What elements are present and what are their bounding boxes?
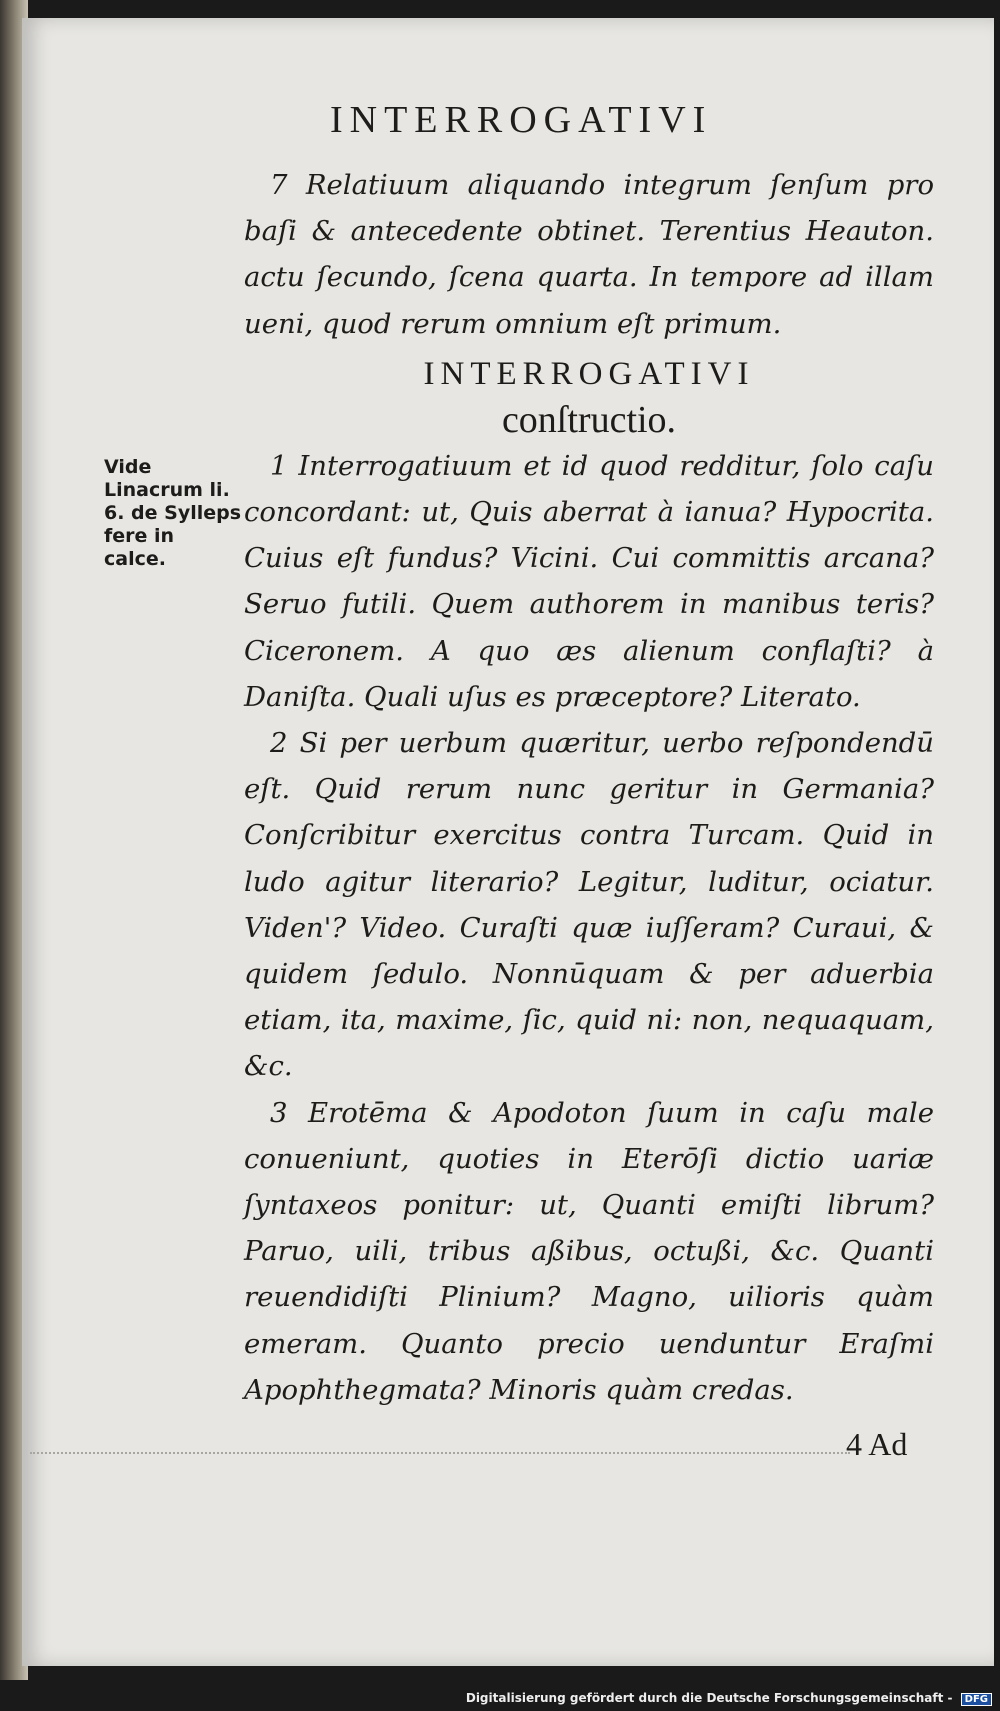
running-head: INTERROGATIVI: [330, 99, 713, 141]
credit-text: Digitalisierung gefördert durch die Deutsche Forschungsgemeinschaft -: [465, 1691, 953, 1705]
page-body: [244, 162, 934, 1413]
margin-note: Vide Linacrum li. 6. de Sylleps fere in calce.: [104, 456, 242, 570]
catchword: 4 Ad: [846, 1426, 908, 1462]
digitization-credit: [466, 1691, 992, 1706]
fold-line: [30, 1452, 850, 1454]
paragraph-7: 7 Relatiuum aliquando integrum ſenſum pro baſi & antecedente obtinet. Terentius Heauton. actu ſecundo, ſcena quarta. In tempore ad illam ueni, quod rerum omnium eſt primum.: [244, 169, 934, 340]
section-title: INTERROGATIVI: [423, 355, 755, 392]
rule-2: 2 Si per uerbum quæritur, uerbo reſpondendū eſt. Quid rerum nunc geritur in Germania? Conſcribitur exercitus contra Turcam. Quid in ludo agitur literario? Legitur, luditur, ociatur. Viden'? Video. Curaſti quæ iuſſeram? Curaui, & quidem ſedulo. Nonnūquam & per aduerbia etiam, ita, maxime, ſic, quid ni: non, nequaquam, &c.: [244, 727, 934, 1083]
section-subtitle: conſtructio.: [501, 398, 677, 441]
rule-3: 3 Erotēma & Apodoton ſuum in caſu male conueniunt, quoties in Eterōſi dictio uariæ ſyntaxeos ponitur: ut, Quanti emiſti librum? Paruo, uili, tribus aßibus, octußi, &c. Quanti reuendidiſti Plinium? Magno, uilioris quàm emeram. Quanto precio uenduntur Eraſmi Apophthegmata? Minoris quàm credas.: [244, 1096, 934, 1406]
rule-1: 1 Interrogatiuum et id quod redditur, ſolo caſu concordant: ut, Quis aberrat à ianua? Hypocrita. Cuius eſt fundus? Vicini. Cui committis arcana? Seruo futili. Quem authorem in manibus teris? Ciceronem. A quo æs alienum conflaſti? à Daniſta. Quali uſus es præceptore? Literato.: [244, 449, 934, 713]
dfg-logo: DFG: [961, 1693, 992, 1706]
